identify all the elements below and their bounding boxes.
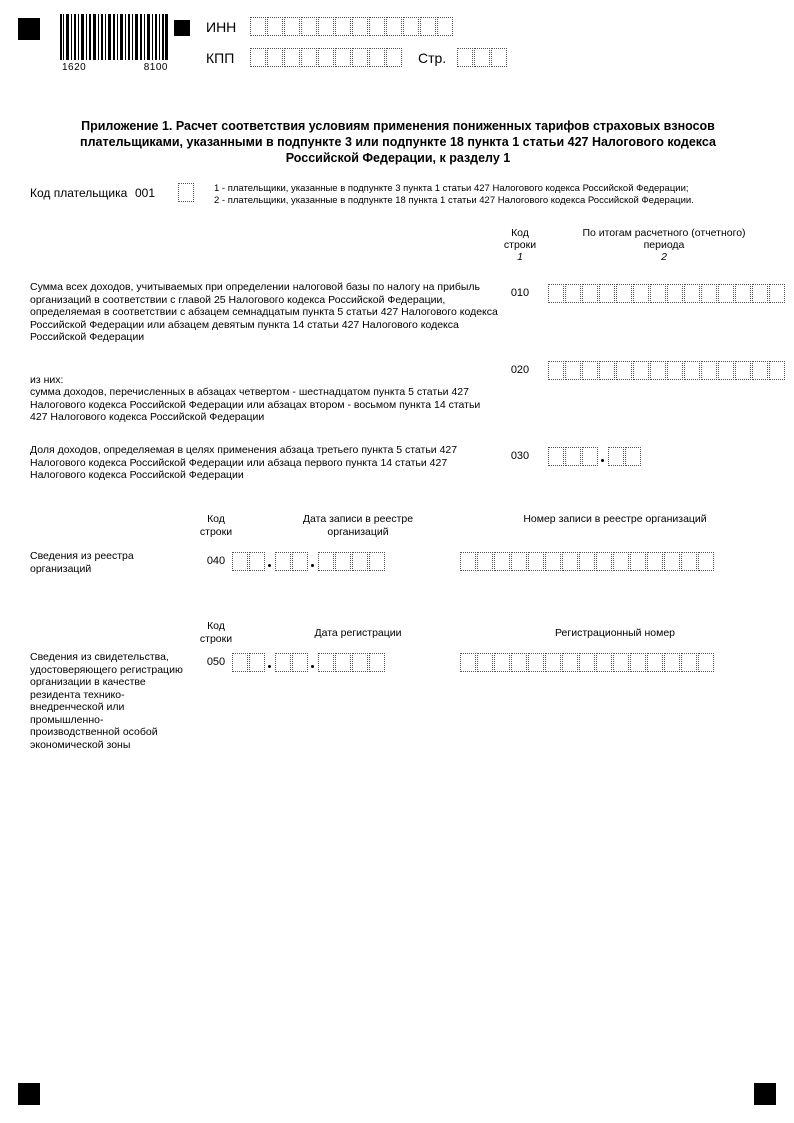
inn-cell[interactable] — [318, 17, 334, 36]
row-040-number-cell[interactable] — [528, 552, 544, 571]
registry-date-header-line-1: Дата записи в реестре — [302, 513, 414, 525]
page-title-line-2: плательщиками, указанными в подпункте 3 или подпункте 18 пункта 1 статьи 427 Налогового кодекса — [80, 135, 716, 149]
row-040-number-cell[interactable] — [664, 552, 680, 571]
row-020-input[interactable] — [548, 361, 786, 380]
column-header-total-number: 2 — [661, 251, 667, 263]
row-040-number-cell[interactable] — [494, 552, 510, 571]
row-020-cell[interactable] — [752, 361, 768, 380]
row-030-input[interactable] — [548, 447, 642, 466]
page-cell[interactable] — [457, 48, 473, 67]
registry-date-header — [248, 513, 468, 538]
column-header-code-line-2: строки — [503, 239, 537, 251]
row-050-number-cell[interactable] — [511, 653, 527, 672]
row-050-number-cell[interactable] — [528, 653, 544, 672]
column-header-code-number: 1 — [517, 251, 523, 263]
column-header-code — [495, 227, 545, 263]
date-separator-dot — [599, 447, 607, 466]
column-header-total-line-2: периода — [643, 239, 685, 251]
row-050-number-cell[interactable] — [647, 653, 663, 672]
kpp-cell[interactable] — [335, 48, 351, 67]
row-010-cell[interactable] — [701, 284, 717, 303]
row-040-number-input[interactable] — [460, 552, 715, 571]
row-020-text: сумма доходов, перечисленных в абзацах четвертом - шестнадцатом пункта 5 статьи 427 Налогового кодекса Российской Федерации или абзацах втором - восьмом пункта 14 статьи 427 Налогового кодекса Российской Федерации — [30, 386, 481, 423]
row-050-number-cell[interactable] — [596, 653, 612, 672]
row-010-input[interactable] — [548, 284, 786, 303]
registry-number-header: Номер записи в реестре организаций — [523, 513, 707, 525]
registration-mark-bottom-left — [18, 1083, 40, 1105]
row-040-date-cell[interactable] — [292, 552, 308, 571]
row-050-date-cell[interactable] — [352, 653, 368, 672]
row-050-number-cell[interactable] — [630, 653, 646, 672]
certificate-date-header: Дата регистрации — [314, 627, 402, 639]
row-020-cell[interactable] — [735, 361, 751, 380]
row-050-number-cell[interactable] — [545, 653, 561, 672]
kpp-cell[interactable] — [386, 48, 402, 67]
row-040-number-cell[interactable] — [647, 552, 663, 571]
row-050-number-cell[interactable] — [460, 653, 476, 672]
date-separator-dot — [309, 653, 317, 672]
row-030-cell[interactable] — [608, 447, 624, 466]
registry-code-header-line-1: Код — [207, 513, 225, 525]
row-010-cell[interactable] — [599, 284, 615, 303]
payer-code-line-number: 001 — [135, 186, 156, 200]
certificate-code-header-line-1: Код — [207, 620, 225, 632]
row-010-cell[interactable] — [548, 284, 564, 303]
row-020-cell[interactable] — [650, 361, 666, 380]
square-mark — [174, 20, 190, 36]
row-040-number-cell[interactable] — [579, 552, 595, 571]
inn-label: ИНН — [206, 19, 237, 35]
row-020-cell[interactable] — [667, 361, 683, 380]
row-050-date-cell[interactable] — [292, 653, 308, 672]
date-separator-dot — [266, 552, 274, 571]
barcode-right-digits: 8100 — [143, 62, 168, 73]
row-040-number-cell[interactable] — [681, 552, 697, 571]
row-050-number-cell[interactable] — [613, 653, 629, 672]
page-title — [56, 118, 740, 166]
row-040-date-cell[interactable] — [249, 552, 265, 571]
row-020-cell[interactable] — [582, 361, 598, 380]
date-separator-dot — [266, 653, 274, 672]
row-010-cell[interactable] — [684, 284, 700, 303]
row-050-number-cell[interactable] — [562, 653, 578, 672]
row-030-cell[interactable] — [565, 447, 581, 466]
registry-left-label — [30, 550, 190, 575]
row-010-cell[interactable] — [667, 284, 683, 303]
row-010-text: Сумма всех доходов, учитываемых при определении налоговой базы по налогу на прибыль организаций в соответствии с главой 25 Налогового кодекса Российской Федерации, определяемая в соответствии с абзацем семнадцатым пункта 5 статьи 427 Налогового кодекса Российской Федерации или абзацем девятым пункта 14 статьи 427 Налогового кодекса Российской Федерации — [30, 281, 498, 343]
inn-cell[interactable] — [403, 17, 419, 36]
row-050-number-cell[interactable] — [681, 653, 697, 672]
kpp-cell[interactable] — [352, 48, 368, 67]
inn-cell[interactable] — [250, 17, 266, 36]
row-030-text: Доля доходов, определяемая в целях применения абзаца третьего пункта 5 статьи 427 Налогового кодекса Российской Федерации или абзаца первого пункта 14 статьи 427 Налогового кодекса Российской Федерации — [30, 444, 458, 481]
inn-cell[interactable] — [301, 17, 317, 36]
kpp-label: КПП — [206, 50, 235, 66]
date-separator-dot — [309, 552, 317, 571]
row-040-date-cell[interactable] — [369, 552, 385, 571]
barcode — [60, 14, 170, 73]
registry-code-header — [186, 513, 246, 538]
kpp-cell[interactable] — [301, 48, 317, 67]
row-050-date-cell[interactable] — [232, 653, 248, 672]
inn-input[interactable] — [250, 17, 454, 36]
row-010-cell[interactable] — [616, 284, 632, 303]
row-040-number-cell[interactable] — [477, 552, 493, 571]
row-040-number-cell[interactable] — [698, 552, 714, 571]
payer-code-note-line-2: 2 - плательщики, указанные в подпункте 18 пункта 1 статьи 427 Налогового кодекса Российской Федерации. — [214, 195, 694, 206]
page-title-line-3: Российской Федерации, к разделу 1 — [285, 151, 511, 165]
payer-code-input[interactable] — [178, 183, 195, 202]
row-050-number-cell[interactable] — [579, 653, 595, 672]
row-040-date-cell[interactable] — [232, 552, 248, 571]
row-050-date-cell[interactable] — [369, 653, 385, 672]
row-010-cell[interactable] — [718, 284, 734, 303]
kpp-cell[interactable] — [318, 48, 334, 67]
certificate-code-header — [186, 620, 246, 645]
row-050-date-cell[interactable] — [249, 653, 265, 672]
row-040-date-cell[interactable] — [335, 552, 351, 571]
inn-cell[interactable] — [437, 17, 453, 36]
row-010-cell[interactable] — [633, 284, 649, 303]
row-020-cell[interactable] — [616, 361, 632, 380]
row-010-code: 010 — [510, 287, 530, 299]
row-040-date-cell[interactable] — [275, 552, 291, 571]
page-cell[interactable] — [491, 48, 507, 67]
registry-date-header-line-2: организаций — [327, 525, 389, 538]
row-020-cell[interactable] — [684, 361, 700, 380]
certificate-left-label: Сведения из свидетельства, удостоверяющего регистрацию организации в качестве резидента технико-внедренческой или промышленно-производственной особой экономической зоны — [30, 651, 183, 751]
kpp-cell[interactable] — [284, 48, 300, 67]
page-cell[interactable] — [474, 48, 490, 67]
certificate-code-header-line-2: строки — [199, 632, 233, 645]
row-040-number-cell[interactable] — [460, 552, 476, 571]
row-050-number-cell[interactable] — [698, 653, 714, 672]
row-050-number-cell[interactable] — [664, 653, 680, 672]
row-010-cell[interactable] — [752, 284, 768, 303]
row-050-date-cell[interactable] — [318, 653, 334, 672]
column-header-total-line-1: По итогам расчетного (отчетного) — [582, 227, 746, 239]
payer-code-note — [214, 183, 774, 207]
barcode-image — [60, 14, 168, 60]
row-050-date-cell[interactable] — [275, 653, 291, 672]
row-050-date-input[interactable] — [232, 653, 386, 672]
row-010-cell[interactable] — [565, 284, 581, 303]
registry-left-label-line-1: Сведения из реестра — [30, 550, 134, 562]
row-010-cell[interactable] — [582, 284, 598, 303]
row-040-code: 040 — [206, 555, 226, 567]
barcode-left-digits: 1620 — [62, 62, 87, 73]
row-020-cell[interactable] — [548, 361, 564, 380]
row-050-number-cell[interactable] — [494, 653, 510, 672]
row-050-code: 050 — [206, 656, 226, 668]
registration-mark-bottom-right — [754, 1083, 776, 1105]
row-030-code: 030 — [510, 450, 530, 462]
registry-left-label-line-2: организаций — [30, 562, 92, 575]
inn-cell[interactable] — [267, 17, 283, 36]
row-050-number-input[interactable] — [460, 653, 715, 672]
page-number-input[interactable] — [457, 48, 508, 67]
row-040-number-cell[interactable] — [511, 552, 527, 571]
row-020-cell[interactable] — [701, 361, 717, 380]
row-040-number-cell[interactable] — [596, 552, 612, 571]
payer-code-note-line-1: 1 - плательщики, указанные в подпункте 3 пункта 1 статьи 427 Налогового кодекса Российской Федерации; — [214, 183, 689, 194]
row-010-cell[interactable] — [769, 284, 785, 303]
row-050-date-cell[interactable] — [335, 653, 351, 672]
row-040-number-cell[interactable] — [545, 552, 561, 571]
row-030-cell[interactable] — [625, 447, 641, 466]
row-020-cell[interactable] — [769, 361, 785, 380]
inn-cell[interactable] — [335, 17, 351, 36]
kpp-input[interactable] — [250, 48, 403, 67]
registry-code-header-line-2: строки — [199, 525, 233, 538]
inn-cell[interactable] — [284, 17, 300, 36]
inn-cell[interactable] — [420, 17, 436, 36]
row-040-date-cell[interactable] — [352, 552, 368, 571]
row-040-number-cell[interactable] — [630, 552, 646, 571]
row-010-cell[interactable] — [735, 284, 751, 303]
row-020-cell[interactable] — [633, 361, 649, 380]
column-header-total — [552, 227, 776, 263]
kpp-cell[interactable] — [267, 48, 283, 67]
payer-code-label: Код плательщика — [30, 186, 128, 200]
row-050-number-cell[interactable] — [477, 653, 493, 672]
inn-cell[interactable] — [386, 17, 402, 36]
registration-mark-top-left — [18, 18, 40, 40]
inn-cell[interactable] — [369, 17, 385, 36]
row-030-cell[interactable] — [548, 447, 564, 466]
row-020-cell[interactable] — [599, 361, 615, 380]
page-title-line-1: Приложение 1. Расчет соответствия условиям применения пониженных тарифов страховых взносов — [81, 119, 715, 133]
kpp-cell[interactable] — [369, 48, 385, 67]
row-020-cell[interactable] — [718, 361, 734, 380]
row-040-date-cell[interactable] — [318, 552, 334, 571]
row-040-number-cell[interactable] — [613, 552, 629, 571]
row-040-date-input[interactable] — [232, 552, 386, 571]
inn-cell[interactable] — [352, 17, 368, 36]
row-020-prefix: из них: — [30, 374, 64, 386]
page-label: Стр. — [418, 50, 447, 66]
row-010-cell[interactable] — [650, 284, 666, 303]
row-030-cell[interactable] — [582, 447, 598, 466]
row-020-code: 020 — [510, 364, 530, 376]
payer-code-cell[interactable] — [178, 183, 194, 202]
column-header-code-line-1: Код — [511, 227, 529, 239]
certificate-number-header: Регистрационный номер — [555, 627, 675, 639]
kpp-cell[interactable] — [250, 48, 266, 67]
row-020-cell[interactable] — [565, 361, 581, 380]
row-040-number-cell[interactable] — [562, 552, 578, 571]
